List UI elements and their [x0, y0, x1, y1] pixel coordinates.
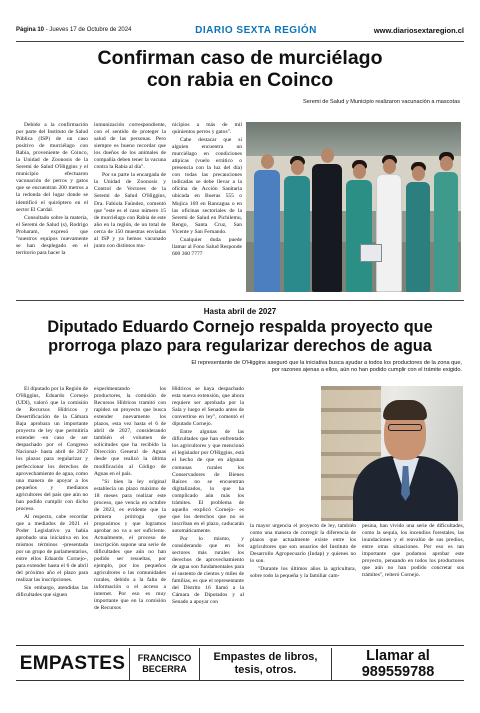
article2-column-3: Hídricos se haya despachado esta nueva extensión, que ahora requiere ser aprobada por la Sala y luego el Senado antes de convertirse en ley", comentó el diputado Cornejo. Entre algunas de las dificultades que han enfrentado los agricultores y que mencionó el legislador por O'Higgins, está el hecho de que en algunas comunas rurales los Conservadores de Bienes Raíces no se encuentran digitalizados, lo que ha complicado aún más los trámites. El problema de aquello -explicó Cornejo- es que los derechos que no se inscriban en el plazo, caducarán automáticamente. Por lo mismo, y considerando que en los sectores más rurales los derechos de aprovechamiento de agua son fundamentales para el sustento de cientos y miles de familias, es que el representante del Distrito 16 llamó a la Cámara de Diputados y al Senado a apoyar con [172, 386, 244, 606]
article1-column-2: inmunización correspondiente, con el sentido de proteger la salud de las personas. Pero siempre es bueno recordar que los dueños de los animales de compañía deben tener la vacuna contra la Rabia al día". Por su parte la encargada de la Unidad de Zoonosis y Control de Vectores de la Seremi de Salud O'Higgins, Dra. Fabiola Faúndez, comentó que "este es el caso número 15 de murciélago con Rabia de este año en la región, de un total de cerca de 150 muestras enviadas al ISP y ya hemos vacunado junto con distintos mu- [94, 122, 166, 249]
article2-column-4: la mayor urgencia el proyecto de ley, también como una manera de corregir la diferencia de plazos que actualmente existe entre los agricultores que son usuarios del Instituto de Desarrollo Agropecuario (Indap) y quienes no lo son. "Durante los últimos años la agricultura, sobre todo la pequeña y la familiar cam- [250, 523, 356, 580]
article2-kicker: Hasta abril de 2027 [203, 307, 277, 316]
page-header [16, 24, 464, 40]
ad-empastes: EMPASTES [16, 648, 130, 680]
article2-lead: El representante de O'Higgins aseguró que la iniciativa busca ayudar a todos los productores de la zona que, por razones ajenas a ellos, aún no han podido cumplir con el trámite exigido. [191, 360, 462, 373]
section-name: DIARIO SEXTA REGIÓN [195, 25, 317, 36]
article2-column-1: El diputado por la Región de O'Higgins, Eduardo Cornejo (UDI), valoró que la comisión de Recursos Hídricos y Desertificación de la Cámara Baja aprobara un importante proyecto de ley que permitiría extender -en caso de ser despachado por el Congreso Nacional- hasta abril de 2027 los plazos para regularizar y perfeccionar los derechos de aprovechamiento de agua, como una manera de apoyar a los pequeños y medianos agricultores del país que aún no han podido cumplir con dicho proceso. Al respecto, cabe recordar que a mediados de 2021 el Poder Legislativo ya había aprobado una iniciativa en los mismos términos -presentada por un grupo de parlamentarios, entre ellos Eduardo Cornejo-, para extender hasta el 6 de abril del próximo año el plazo para realizar las inscripciones. Sin embargo, atendidas las dificultades que siguen [16, 386, 88, 599]
ad-services: Empastes de libros, tesis, otros. [200, 648, 332, 680]
section-divider [16, 300, 464, 301]
article1-column-3: nicipios a más de mil quinientos perros y gatos". Cabe destacar que si alguien encuentra un murciélago en condiciones atípicas (vuelo errático o presencia con la luz del día) con todas las precauciones indicadas se debe llevar a la oficina de Acción Sanitaria ubicada en Bueras 555 o Mujica 169 en Rancagua o en las oficinas sectoriales de la Seremi de Salud en Pichilemu, Rengo, Santa Cruz, San Vicente y San Fernando. Cualquier duda puede llamar al Fono Salud Responde 600 360 7777 [172, 122, 242, 257]
ad-advertiser-name: FRANCISCO BECERRA [130, 648, 200, 680]
classified-ad-strip [16, 645, 464, 681]
article2-headline: Diputado Eduardo Cornejo respalda proyecto que prorroga plazo para regularizar derechos de agua [47, 318, 433, 355]
page-info: Página 10 - Jueves 17 de Octubre de 2024 [16, 27, 132, 33]
article1-headline: Confirman caso de murciélago con rabia en Coinco [97, 47, 383, 91]
deputy-portrait-photo [321, 386, 463, 521]
vaccination-team-photo [246, 122, 461, 292]
article1-lead: Seremi de Salud y Municipio realizaron vacunación a mascotas [302, 99, 460, 105]
website-url[interactable]: www.diariosextaregion.cl [373, 26, 464, 35]
article1-column-1: Debido a la confirmación por parte del Instituto de Salud Pública (ISP) de un caso positivo de murciélago con Rabia, proveniente de Coinco, la Unidad de Zoonosis de la Seremi de Salud O'Higgins y el municipio efectuaron vacunación de perros y gatos que se encuentran 200 metros a la redonda del lugar donde se identificó el quiróptero en el sector El Cardal. Consultado sobre la materia, el Seremi de Salud (s), Rodrigo Proharam, expresó que "nuestros equipos nuevamente se han desplegado en el territorio para hacer la [16, 122, 88, 256]
header-rule [16, 41, 464, 42]
ad-phone[interactable]: Llamar al 989559788 [361, 648, 435, 680]
article2-column-5: pesina, han vivido una serie de dificultades, como la sequía, los incendios forestales, las inundaciones y el reavalúo de sus predios, entre otras situaciones. Por eso es tan importante que podamos aprobar este proyecto, pensando en todos los productores que aún no han podido concretar sus trámites", reiteró Cornejo. [362, 523, 464, 579]
article2-column-2: experimentando los productores, la comisión de Recursos Hídricos tramitó con rapidez un proyecto que busca extender nuevamente los plazos, esta vez hasta el 6 de abril de 2027, considerando también el volumen de solicitudes que ha recibido la Dirección General de Aguas desde que realizó la última modificación al Código de Aguas en el país. "Si bien la ley original establecía un plazo máximo de 18 meses para realizar este proceso, que vencía en octubre de 2023, es evidente que la primera prórroga que propusimos y que logramos aprobar no va a ser suficiente. Actualmente, el proceso de inscripción supone una serie de dificultades que aún no han podido ser resueltas, por ejemplo, por los pequeños agricultores o las comunidades rurales, debido a la falta de información o el acceso a internet. Por eso es muy importante que en la comisión de Recursos [94, 386, 166, 612]
